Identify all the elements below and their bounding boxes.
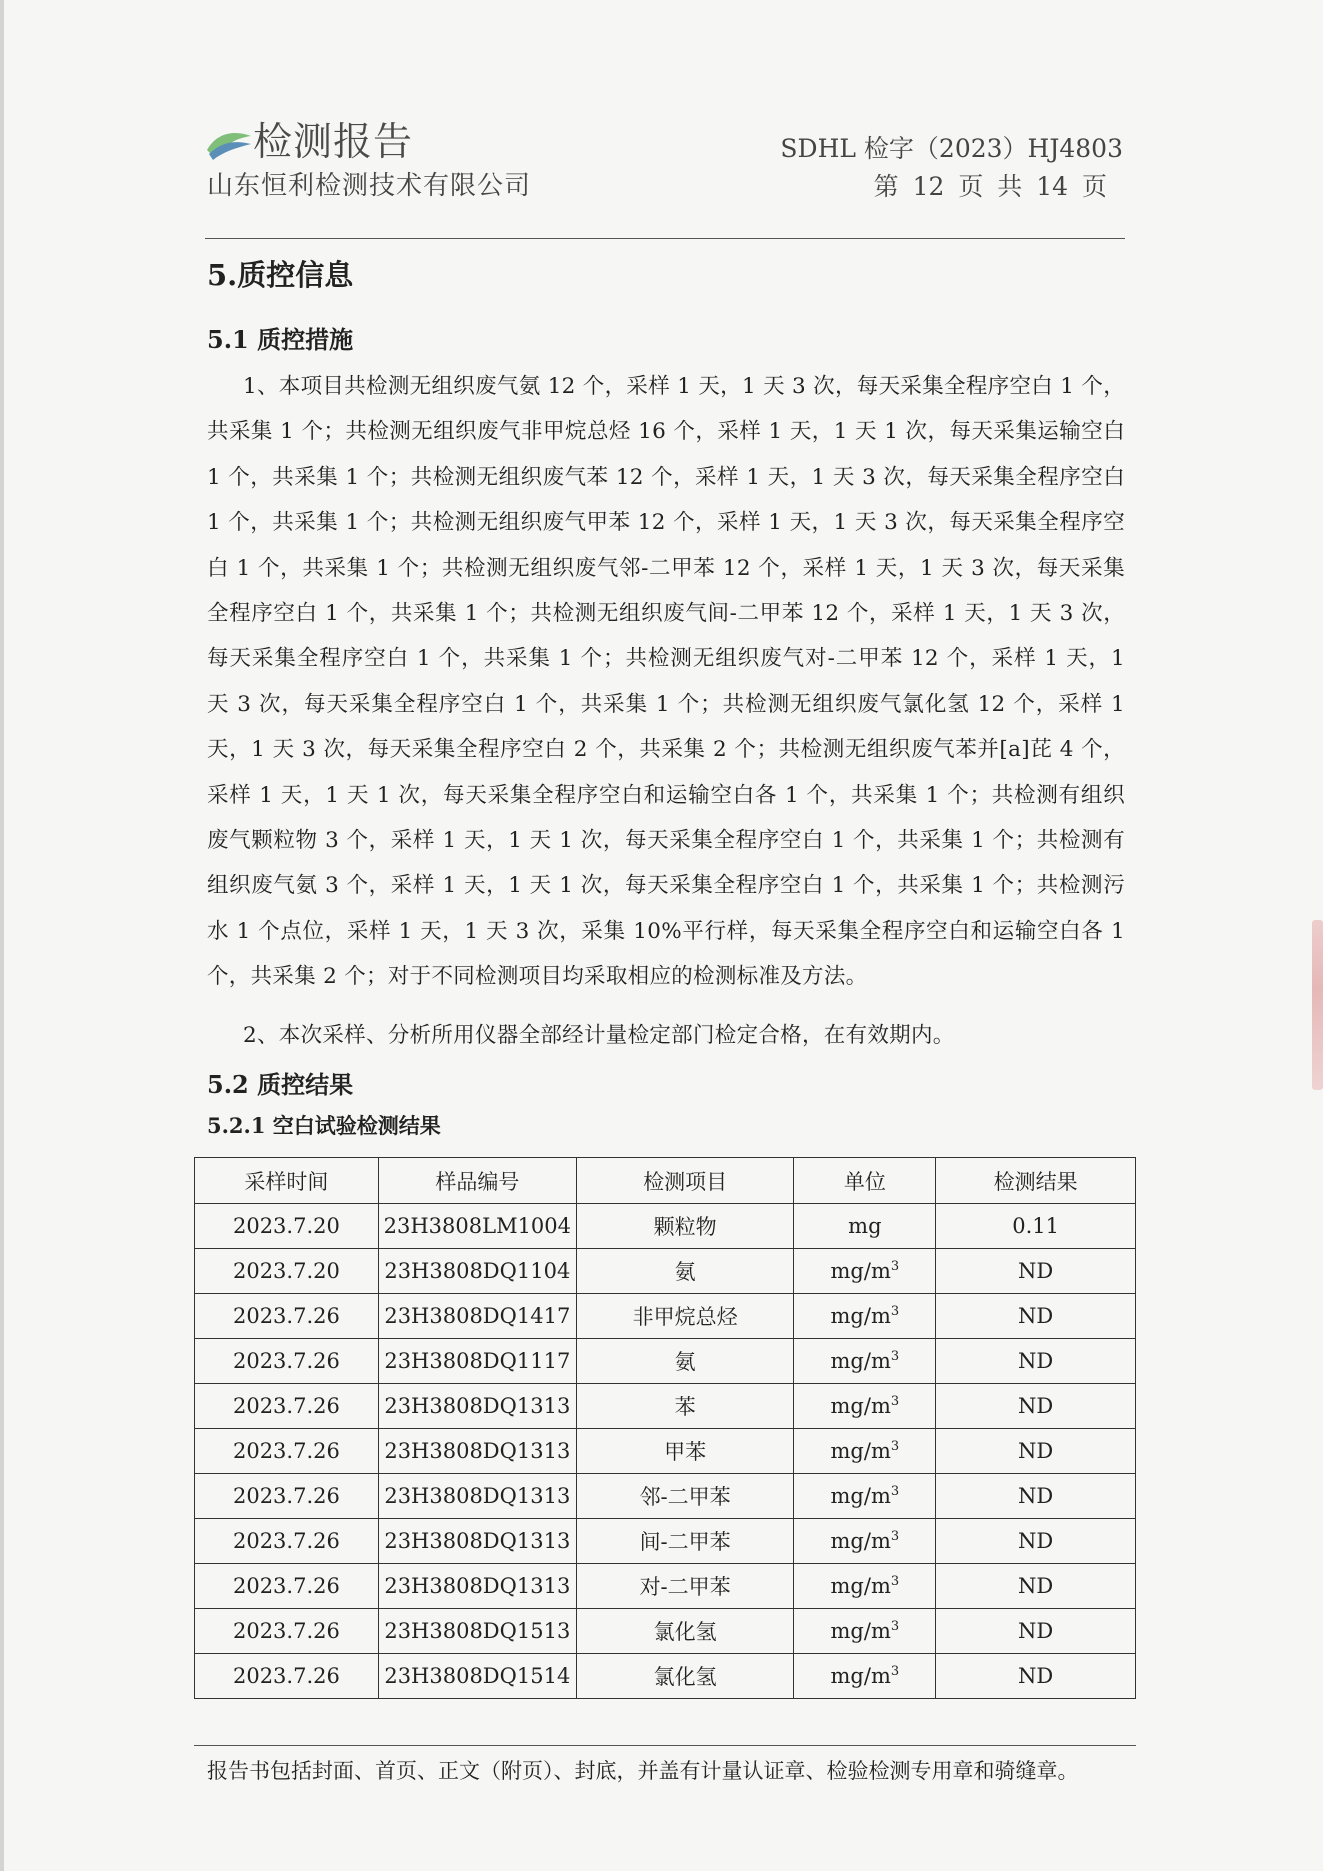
cell-test-item: 甲苯 — [576, 1429, 794, 1474]
cell-test-item: 对-二甲苯 — [576, 1564, 794, 1609]
cell-sample-id: 23H3808DQ1104 — [378, 1249, 576, 1294]
cell-result: ND — [936, 1564, 1136, 1609]
cell-result: ND — [936, 1339, 1136, 1384]
cell-sampling-time: 2023.7.26 — [195, 1474, 379, 1519]
cell-unit: $mg/m^3$ — [794, 1564, 936, 1609]
cell-sampling-time: 2023.7.26 — [195, 1384, 379, 1429]
cell-result: ND — [936, 1519, 1136, 1564]
cell-sample-id: 23H3808DQ1313 — [378, 1429, 576, 1474]
cell-sampling-time: 2023.7.26 — [195, 1339, 379, 1384]
cell-sample-id: 23H3808DQ1514 — [378, 1654, 576, 1699]
table-row — [195, 1204, 1136, 1249]
table-row — [195, 1429, 1136, 1474]
cell-unit: $mg/m^3$ — [794, 1249, 936, 1294]
cell-test-item: 氨 — [576, 1339, 794, 1384]
cell-unit: $mg/m^3$ — [794, 1339, 936, 1384]
cell-result: ND — [936, 1609, 1136, 1654]
cell-result: 0.11 — [936, 1204, 1136, 1249]
table-body — [195, 1204, 1136, 1699]
table-row — [195, 1294, 1136, 1339]
table-row — [195, 1249, 1136, 1294]
cell-unit: $mg/m^3$ — [794, 1609, 936, 1654]
cell-test-item: 苯 — [576, 1384, 794, 1429]
unit-superscript: 3 — [890, 1259, 900, 1274]
unit-superscript: 3 — [890, 1574, 900, 1589]
cell-sample-id: 23H3808DQ1513 — [378, 1609, 576, 1654]
cell-result: ND — [936, 1429, 1136, 1474]
column-header: 检测项目 — [576, 1158, 794, 1204]
subsection-title-results: 5.2 质控结果 — [207, 1070, 354, 1099]
unit-superscript: 3 — [890, 1304, 900, 1319]
cell-sampling-time: 2023.7.26 — [195, 1609, 379, 1654]
footer-note: 报告书包括封面、首页、正文（附页）、封底，并盖有计量认证章、检验检测专用章和骑缝章。 — [207, 1759, 1079, 1783]
cell-sampling-time: 2023.7.26 — [195, 1429, 379, 1474]
cell-test-item: 氯化氢 — [576, 1654, 794, 1699]
paragraph-measures-2: 2、本次采样、分析所用仪器全部经计量检定部门检定合格，在有效期内。 — [243, 1023, 955, 1048]
company-name: 山东恒利检测技术有限公司 — [207, 171, 532, 201]
cell-sampling-time: 2023.7.20 — [195, 1249, 379, 1294]
cell-test-item: 非甲烷总烃 — [576, 1294, 794, 1339]
footer-divider — [194, 1745, 1136, 1746]
cell-result: ND — [936, 1294, 1136, 1339]
cell-sample-id: 23H3808DQ1313 — [378, 1519, 576, 1564]
cell-sample-id: 23H3808DQ1417 — [378, 1294, 576, 1339]
cell-sampling-time: 2023.7.26 — [195, 1294, 379, 1339]
unit-superscript: 3 — [890, 1439, 900, 1454]
table-row — [195, 1564, 1136, 1609]
unit-superscript: 3 — [890, 1394, 900, 1409]
cell-test-item: 氯化氢 — [576, 1609, 794, 1654]
table-row — [195, 1609, 1136, 1654]
unit-superscript: 3 — [890, 1484, 900, 1499]
table-row — [195, 1474, 1136, 1519]
scan-edge — [0, 0, 4, 1871]
cell-sample-id: 23H3808DQ1313 — [378, 1564, 576, 1609]
seal-stamp-trace — [1312, 920, 1323, 1090]
cell-unit: $mg/m^3$ — [794, 1429, 936, 1474]
table-row — [195, 1519, 1136, 1564]
page-number: 第 12 页 共 14 页 — [873, 172, 1107, 201]
column-header: 单位 — [794, 1158, 936, 1204]
column-header: 样品编号 — [378, 1158, 576, 1204]
cell-unit: $mg/m^3$ — [794, 1474, 936, 1519]
logo-leaf-icon — [205, 128, 253, 162]
paragraph-measures-1: 1、本项目共检测无组织废气氨 12 个，采样 1 天，1 天 3 次，每天采集全程序空白 1 个，共采集 1 个；共检测无组织废气非甲烷总烃 16 个，采样 1 天，1 天 1 次，每天采集运输空白 1 个，共采集 1 个；共检测无组织废气苯 12 个，采样 1 天，1 天 3 次，每天采集全程序空白 1 个，共采集 1 个；共检测无组织废气甲苯 12 个，采样 1 天，1 天 3 次，每天采集全程序空白 1 个，共采集 1 个；共检测无组织废气邻-二甲苯 12 个，采样 1 天，1 天 3 次，每天采集全程序空白 1 个，共采集 1 个；共检测无组织废气间-二甲苯 12 个，采样 1 天，1 天 3 次，每天采集全程序空白 1 个，共采集 1 个；共检测无组织废气对-二甲苯 12 个，采样 1 天，1 天 3 次，每天采集全程序空白 1 个，共采集 1 个；共检测无组织废气氯化氢 12 个，采样 1 天，1 天 3 次，每天采集全程序空白 2 个，共采集 2 个；共检测无组织废气苯并[a]芘 4 个，采样 1 天，1 天 1 次，每天采集全程序空白和运输空白各 1 个，共采集 1 个；共检测有组织废气颗粒物 3 个，采样 1 天，1 天 1 次，每天采集全程序空白 1 个，共采集 1 个；共检测有组织废气氨 3 个，采样 1 天，1 天 1 次，每天采集全程序空白 1 个，共采集 1 个；共检测污水 1 个点位，采样 1 天，1 天 3 次，采集 10%平行样，每天采集全程序空白和运输空白各 1 个，共采集 2 个；对于不同检测项目均采取相应的检测标准及方法。 — [207, 374, 1125, 990]
cell-sample-id: 23H3808LM1004 — [378, 1204, 576, 1249]
cell-sampling-time: 2023.7.26 — [195, 1519, 379, 1564]
column-header: 采样时间 — [195, 1158, 379, 1204]
cell-test-item: 氨 — [576, 1249, 794, 1294]
report-number: SDHL 检字（2023）HJ4803 — [780, 134, 1123, 163]
subsection-title-blank-test: 5.2.1 空白试验检测结果 — [207, 1113, 441, 1138]
table-row — [195, 1339, 1136, 1384]
cell-unit: $mg/m^3$ — [794, 1294, 936, 1339]
cell-test-item: 颗粒物 — [576, 1204, 794, 1249]
cell-sample-id: 23H3808DQ1313 — [378, 1384, 576, 1429]
unit-superscript: 3 — [890, 1619, 900, 1634]
cell-result: ND — [936, 1654, 1136, 1699]
cell-result: ND — [936, 1474, 1136, 1519]
cell-sample-id: 23H3808DQ1313 — [378, 1474, 576, 1519]
cell-sampling-time: 2023.7.26 — [195, 1564, 379, 1609]
table-header-row — [195, 1158, 1136, 1204]
cell-unit: mg — [794, 1204, 936, 1249]
blank-test-results-table — [194, 1157, 1136, 1699]
header-divider — [205, 238, 1125, 239]
column-header: 检测结果 — [936, 1158, 1136, 1204]
cell-unit: $mg/m^3$ — [794, 1519, 936, 1564]
section-title: 5.质控信息 — [207, 258, 354, 292]
table-row — [195, 1654, 1136, 1699]
cell-result: ND — [936, 1384, 1136, 1429]
cell-test-item: 邻-二甲苯 — [576, 1474, 794, 1519]
table-row — [195, 1384, 1136, 1429]
cell-sample-id: 23H3808DQ1117 — [378, 1339, 576, 1384]
cell-sampling-time: 2023.7.26 — [195, 1654, 379, 1699]
subsection-title-measures: 5.1 质控措施 — [207, 325, 354, 354]
unit-superscript: 3 — [890, 1664, 900, 1679]
cell-unit: $mg/m^3$ — [794, 1654, 936, 1699]
unit-superscript: 3 — [890, 1529, 900, 1544]
cell-test-item: 间-二甲苯 — [576, 1519, 794, 1564]
unit-superscript: 3 — [890, 1349, 900, 1364]
cell-sampling-time: 2023.7.20 — [195, 1204, 379, 1249]
cell-result: ND — [936, 1249, 1136, 1294]
report-title: 检测报告 — [253, 120, 414, 165]
cell-unit: $mg/m^3$ — [794, 1384, 936, 1429]
